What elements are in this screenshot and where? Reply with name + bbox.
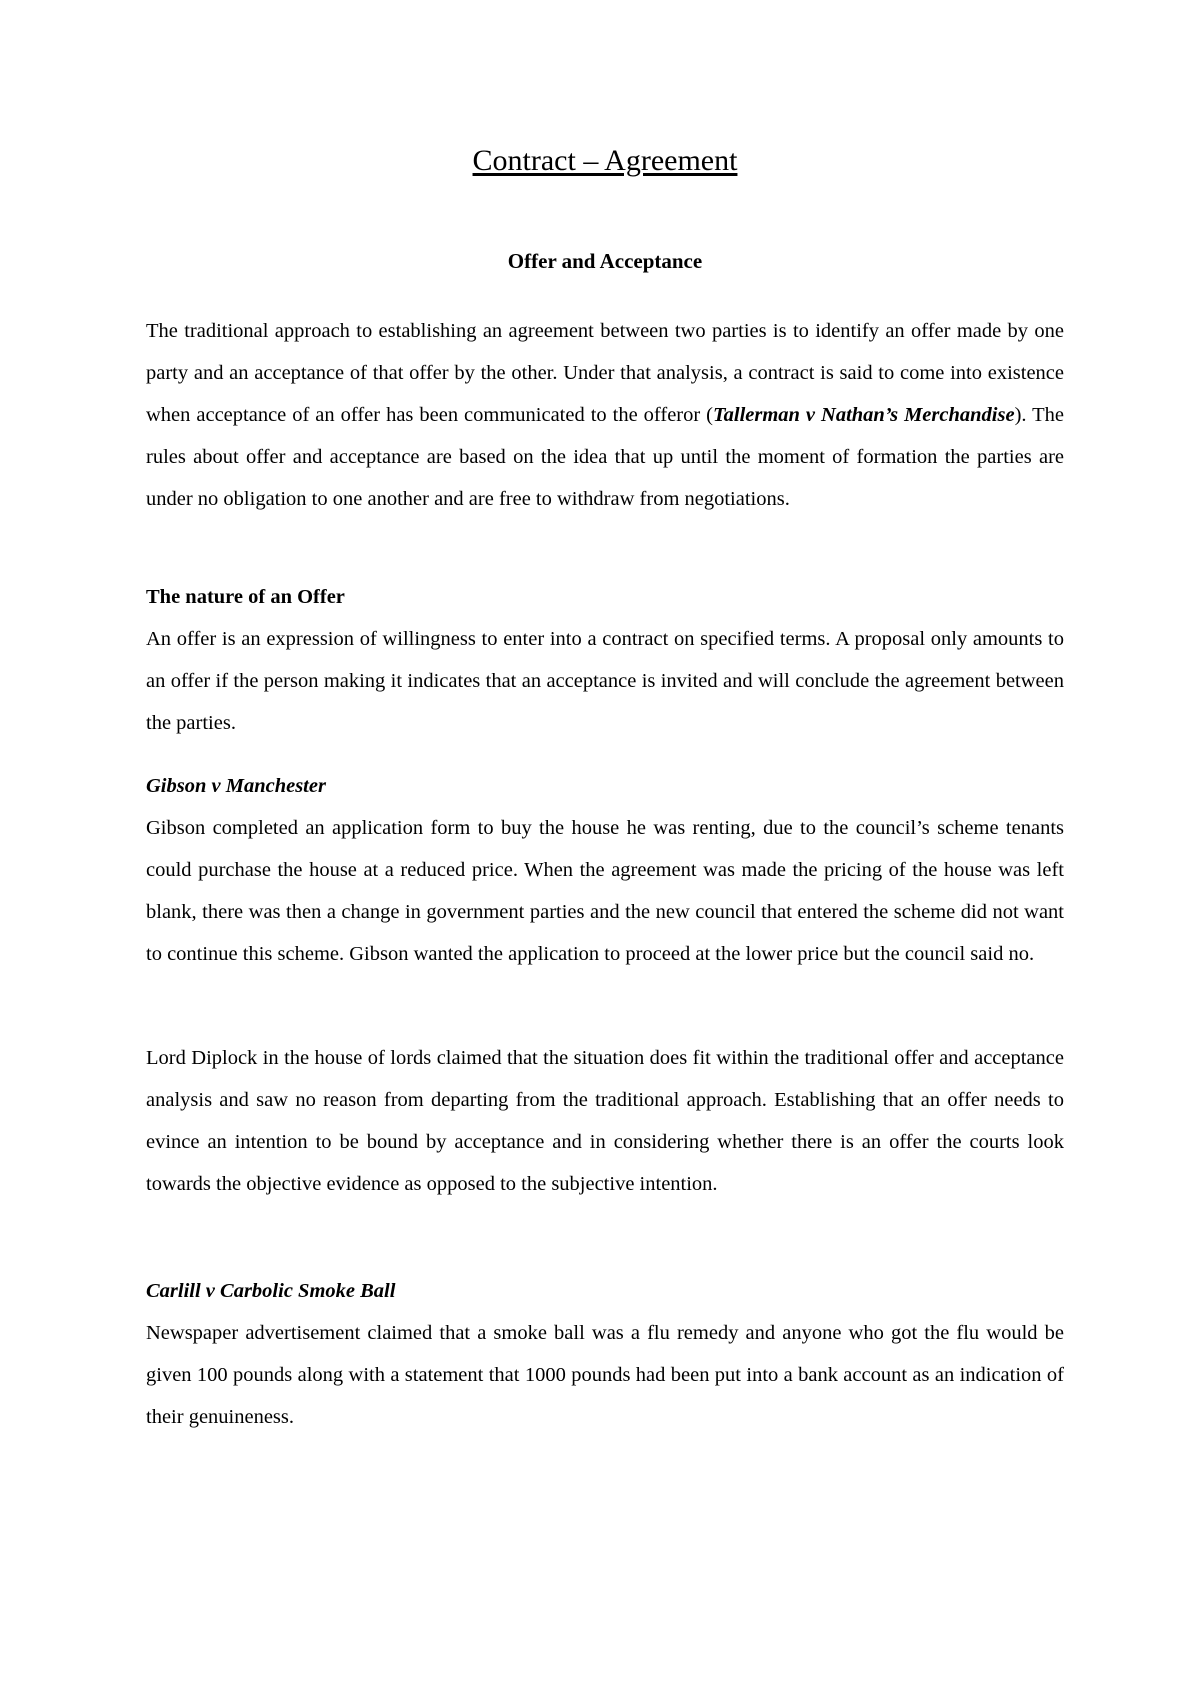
intro-text-before-case: The traditional approach to establishing an agreement between two parties is to identify an offer made by one party and an acceptance of that offer by the other. Under that analysis, a contract is said to come into existence when acceptance of an offer has been communicated to the offeror ( xyxy=(146,320,1064,426)
intro-paragraph xyxy=(146,310,1064,520)
lord-diplock-paragraph: Lord Diplock in the house of lords claimed that the situation does fit within the traditional offer and acceptance analysis and saw no reason from departing from the traditional approach. Establishing that an offer needs to evince an intention to be bound by acceptance and in considering whether there is an offer the courts look towards the objective evidence as opposed to the subjective intention. xyxy=(146,1047,1064,1195)
case-heading-gibson: Gibson v Manchester xyxy=(146,775,326,797)
case-reference-tallerman: Tallerman v Nathan’s Merchandise xyxy=(713,404,1015,426)
document-title: Contract – Agreement xyxy=(472,144,738,177)
carlill-facts-paragraph: Newspaper advertisement claimed that a smoke ball was a flu remedy and anyone who got the flu would be given 100 pounds along with a statement that 1000 pounds had been put into a bank account as an indication of their genuineness. xyxy=(146,1322,1064,1428)
case-heading-carlill: Carlill v Carbolic Smoke Ball xyxy=(146,1280,396,1302)
section-heading-nature-of-offer: The nature of an Offer xyxy=(146,586,345,608)
gibson-facts-paragraph: Gibson completed an application form to buy the house he was renting, due to the council’s scheme tenants could purchase the house at a reduced price. When the agreement was made the pricing of the house was left blank, there was then a change in government parties and the new council that entered the scheme did not want to continue this scheme. Gibson wanted the application to proceed at the lower price but the council said no. xyxy=(146,817,1064,965)
nature-of-offer-paragraph: An offer is an expression of willingness to enter into a contract on specified terms. A proposal only amounts to an offer if the person making it indicates that an acceptance is invited and will conclude the agreement between the parties. xyxy=(146,628,1064,734)
intro-text-after-case: ). The rules about offer and acceptance are based on the idea that up until the moment of formation the parties are under no obligation to one another and are free to withdraw from negotiations. xyxy=(146,404,1064,510)
document-subtitle: Offer and Acceptance xyxy=(507,249,703,273)
